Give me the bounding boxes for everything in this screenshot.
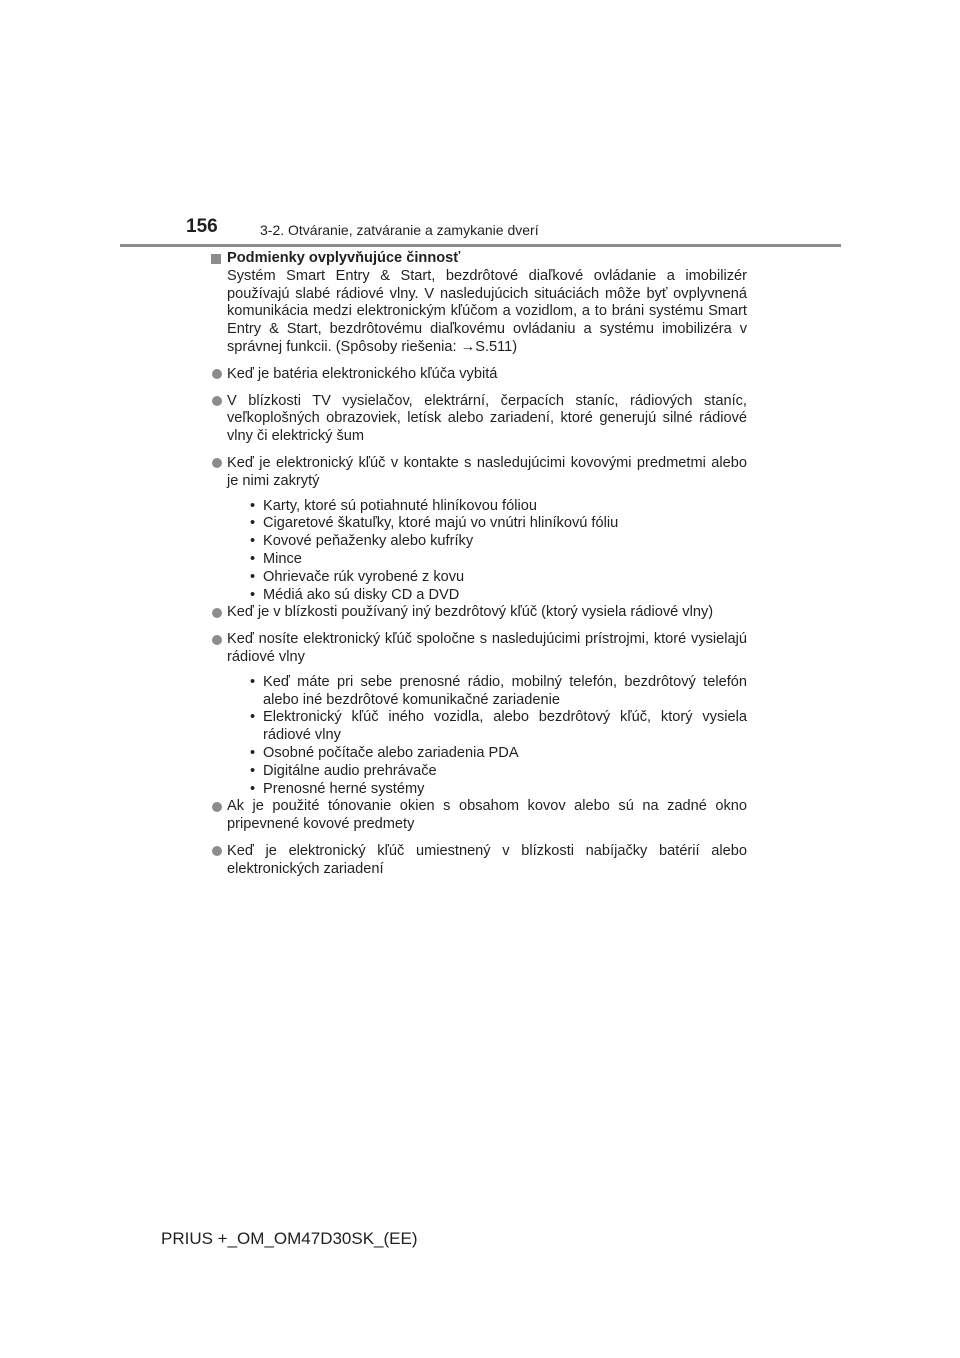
header-divider — [120, 244, 841, 247]
round-bullet-icon — [212, 802, 222, 812]
round-bullet-icon — [212, 635, 222, 645]
list-item-text: Keď je elektronický kľúč umiestnený v blízkosti nabíjačky batérií alebo elektronických zariadení — [227, 842, 747, 877]
round-bullet-icon — [212, 846, 222, 856]
document-id: PRIUS +_OM_OM47D30SK_(EE) — [161, 1229, 418, 1248]
section-heading — [209, 250, 747, 268]
sub-list — [227, 498, 747, 605]
sub-list-item: • Keď máte pri sebe prenosné rádio, mobilný telefón, bezdrôtový telefón alebo iné bezdrôtové komunikačné zariadenie — [245, 674, 747, 710]
sub-list — [227, 674, 747, 799]
list-item-text: Keď je batéria elektronického kľúča vybitá — [227, 365, 498, 382]
page-number: 156 — [186, 216, 218, 237]
sub-list-item: • Prenosné herné systémy — [245, 781, 747, 799]
list-item-text: Keď nosíte elektronický kľúč spoločne s nasledujúcimi prístrojmi, ktoré vysielajú rádiové vlny — [227, 631, 747, 665]
list-item — [209, 366, 747, 384]
list-item — [209, 393, 747, 446]
sub-list-item: • Elektronický kľúč iného vozidla, alebo bezdrôtový kľúč, ktorý vysiela rádiové vlny — [245, 709, 747, 745]
sub-list-item: • Kovové peňaženky alebo kufríky — [245, 533, 747, 551]
list-item — [209, 455, 747, 604]
section-heading-text: Podmienky ovplyvňujúce činnosť — [227, 250, 461, 266]
sub-list-item: • Ohrievače rúk vyrobené z kovu — [245, 569, 747, 587]
sub-list-item: • Karty, ktoré sú potiahnuté hliníkovou fóliou — [245, 498, 747, 516]
list-item — [209, 631, 747, 798]
content — [209, 250, 747, 879]
list-item — [209, 604, 747, 622]
sub-list-item: • Médiá ako sú disky CD a DVD — [245, 587, 747, 605]
sub-list-item: • Osobné počítače alebo zariadenia PDA — [245, 745, 747, 763]
list-item-text: V blízkosti TV vysielačov, elektrární, čerpacích staníc, rádiových staníc, veľkoplošných obrazoviek, letísk alebo zariadení, ktoré generujú silné rádiové vlny či elektrický šum — [227, 392, 747, 445]
section-title: 3-2. Otváranie, zatváranie a zamykanie dverí — [260, 222, 539, 238]
list-item-text: Keď je elektronický kľúč v kontakte s nasledujúcimi kovovými predmetmi alebo je nimi zakrytý — [227, 454, 747, 489]
sub-list-item: • Mince — [245, 551, 747, 569]
list-item-text: Keď je v blízkosti používaný iný bezdrôtový kľúč (ktorý vysiela rádiové vlny) — [227, 604, 714, 621]
sub-list-item: • Digitálne audio prehrávače — [245, 763, 747, 781]
list-item — [209, 843, 747, 879]
intro-paragraph: Systém Smart Entry & Start, bezdrôtové diaľkové ovládanie a imobilizér používajú slabé rádiové vlny. V nasledujúcich situáciách môže byť ovplyvnená komunikácia medzi elektronickým kľúčom a vozidlom, a to bráni systému Smart Entry & Start, bezdrôtovému diaľkovému ovládaniu a systému imobilizéra v správnej funkcii. (Spôsoby riešenia: →S.511) — [227, 267, 747, 355]
sub-list-item: • Cigaretové škatuľky, ktoré majú vo vnútri hliníkovú fóliu — [245, 515, 747, 533]
list-item-text: Ak je použité tónovanie okien s obsahom kovov alebo sú na zadné okno pripevnené kovové predmety — [227, 798, 747, 833]
square-bullet-icon — [211, 254, 221, 264]
round-bullet-icon — [212, 396, 222, 406]
list-item — [209, 798, 747, 834]
round-bullet-icon — [212, 369, 222, 379]
round-bullet-icon — [212, 608, 222, 618]
round-bullet-icon — [212, 458, 222, 468]
